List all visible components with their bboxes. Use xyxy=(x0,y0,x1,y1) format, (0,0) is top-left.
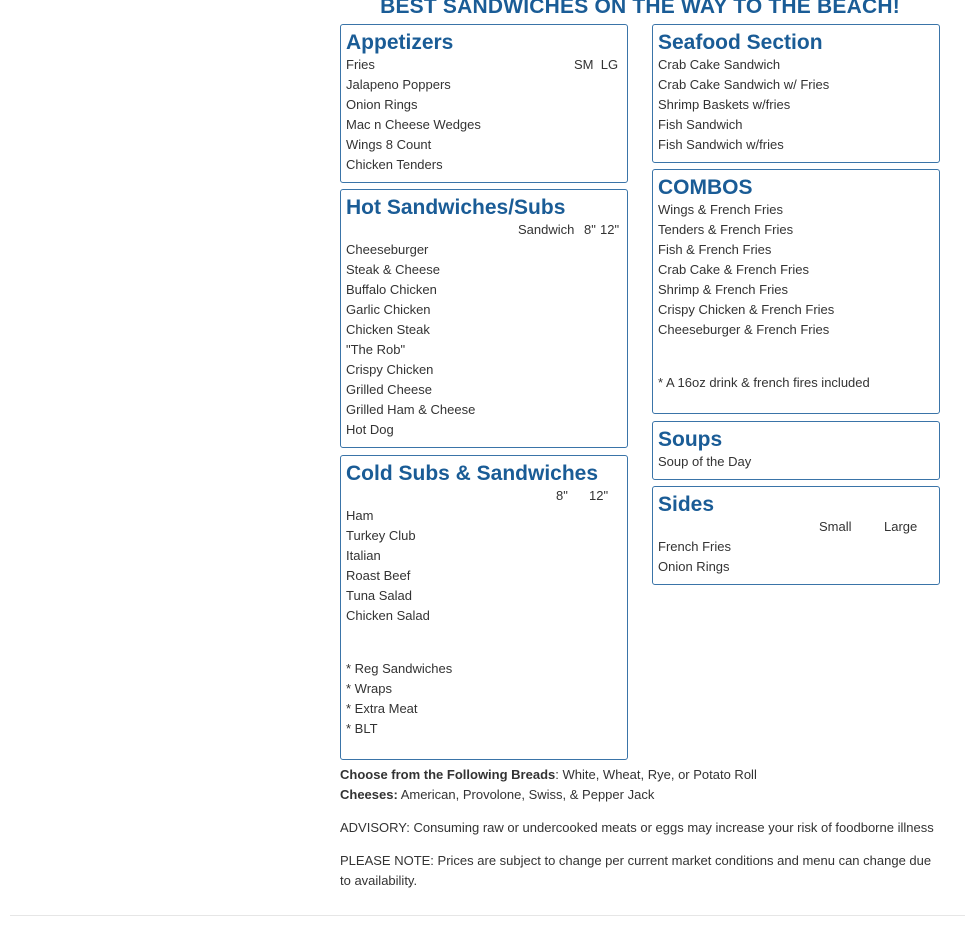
menu-item: Wings 8 Count xyxy=(346,137,432,152)
menu-item: Shrimp & French Fries xyxy=(658,282,789,297)
cold-subs-title: Cold Subs & Sandwiches xyxy=(346,462,599,485)
menu-item: Tuna Salad xyxy=(346,588,413,603)
col-12in: 12" xyxy=(600,222,620,237)
menu-item: Chicken Tenders xyxy=(346,157,443,172)
col-8in: 8" xyxy=(584,222,596,237)
menu-item: Cheeseburger & French Fries xyxy=(658,322,830,337)
menu-item: Roast Beef xyxy=(346,568,411,583)
menu-item: Steak & Cheese xyxy=(346,262,440,277)
menu-item: Garlic Chicken xyxy=(346,302,431,317)
cheeses-label: Cheeses: xyxy=(340,787,398,802)
menu-item: Crab Cake Sandwich w/ Fries xyxy=(658,77,830,92)
menu-item: Jalapeno Poppers xyxy=(346,77,451,92)
sides-section xyxy=(652,486,940,585)
menu-item: Chicken Steak xyxy=(346,322,430,337)
sides-title: Sides xyxy=(658,493,715,516)
menu-note: * Extra Meat xyxy=(346,701,418,716)
menu-item: Fish & French Fries xyxy=(658,242,772,257)
advisory-text: ADVISORY: Consuming raw or undercooked meats or eggs may increase your risk of foodborne illness xyxy=(340,820,934,835)
combos-title: COMBOS xyxy=(658,176,753,199)
menu-item: Turkey Club xyxy=(346,528,416,543)
column-headers xyxy=(346,486,622,506)
breads-line xyxy=(340,765,940,785)
combos-note: * A 16oz drink & french fires included xyxy=(658,375,870,390)
breads-text: : White, Wheat, Rye, or Potato Roll xyxy=(555,767,757,782)
combos-section xyxy=(652,169,940,414)
footer-divider xyxy=(10,915,965,916)
menu-item: Fish Sandwich xyxy=(658,117,743,132)
hot-sandwiches-title: Hot Sandwiches/Subs xyxy=(346,196,566,219)
menu-item: Onion Rings xyxy=(658,559,730,574)
menu-item xyxy=(346,55,622,75)
menu-item: Buffalo Chicken xyxy=(346,282,437,297)
menu-item: Crab Cake Sandwich xyxy=(658,57,781,72)
menu-item: Crispy Chicken xyxy=(346,362,434,377)
breads-label: Choose from the Following Breads xyxy=(340,767,556,782)
menu-item: "The Rob" xyxy=(346,342,406,357)
col-12in: 12" xyxy=(589,488,609,503)
menu-item: Wings & French Fries xyxy=(658,202,783,217)
col-sandwich: Sandwich xyxy=(518,222,575,237)
column-headers xyxy=(346,220,622,240)
menu-item: Soup of the Day xyxy=(658,454,752,469)
menu-note: * Reg Sandwiches xyxy=(346,661,453,676)
menu-item: French Fries xyxy=(658,539,731,554)
appetizers-section xyxy=(340,24,628,183)
menu-item: Italian xyxy=(346,548,381,563)
soups-section xyxy=(652,421,940,480)
menu-item: Fish Sandwich w/fries xyxy=(658,137,784,152)
col-small: Small xyxy=(819,519,852,534)
menu-item: Cheeseburger xyxy=(346,242,429,257)
menu-item: Mac n Cheese Wedges xyxy=(346,117,481,132)
menu-item: Crispy Chicken & French Fries xyxy=(658,302,835,317)
page-headline: BEST SANDWICHES ON THE WAY TO THE BEACH! xyxy=(380,0,900,18)
menu-item: Chicken Salad xyxy=(346,608,430,623)
soups-title: Soups xyxy=(658,428,723,451)
menu-item: Hot Dog xyxy=(346,422,394,437)
cheeses-text: American, Provolone, Swiss, & Pepper Jack xyxy=(397,787,655,802)
price-note: PLEASE NOTE: Prices are subject to change per current market conditions and menu can change due to availability. xyxy=(340,853,932,888)
menu-item: Crab Cake & French Fries xyxy=(658,262,809,277)
menu-note: * BLT xyxy=(346,721,378,736)
col-8in: 8" xyxy=(556,488,568,503)
appetizers-title: Appetizers xyxy=(346,31,454,54)
menu-item: Onion Rings xyxy=(346,97,418,112)
seafood-title: Seafood Section xyxy=(658,31,823,54)
cold-subs-section xyxy=(340,455,628,760)
seafood-section xyxy=(652,24,940,163)
menu-item: Shrimp Baskets w/fries xyxy=(658,97,791,112)
menu-note: * Wraps xyxy=(346,681,392,696)
hot-sandwiches-section xyxy=(340,189,628,448)
menu-item: Grilled Cheese xyxy=(346,382,432,397)
menu-item: Ham xyxy=(346,508,374,523)
cheeses-line xyxy=(340,785,940,805)
column-headers xyxy=(658,517,934,537)
menu-item-label: Fries xyxy=(346,57,375,72)
col-large: Large xyxy=(884,519,918,534)
size-header: SM LG xyxy=(574,57,619,72)
menu-item: Tenders & French Fries xyxy=(658,222,794,237)
menu-item: Grilled Ham & Cheese xyxy=(346,402,476,417)
